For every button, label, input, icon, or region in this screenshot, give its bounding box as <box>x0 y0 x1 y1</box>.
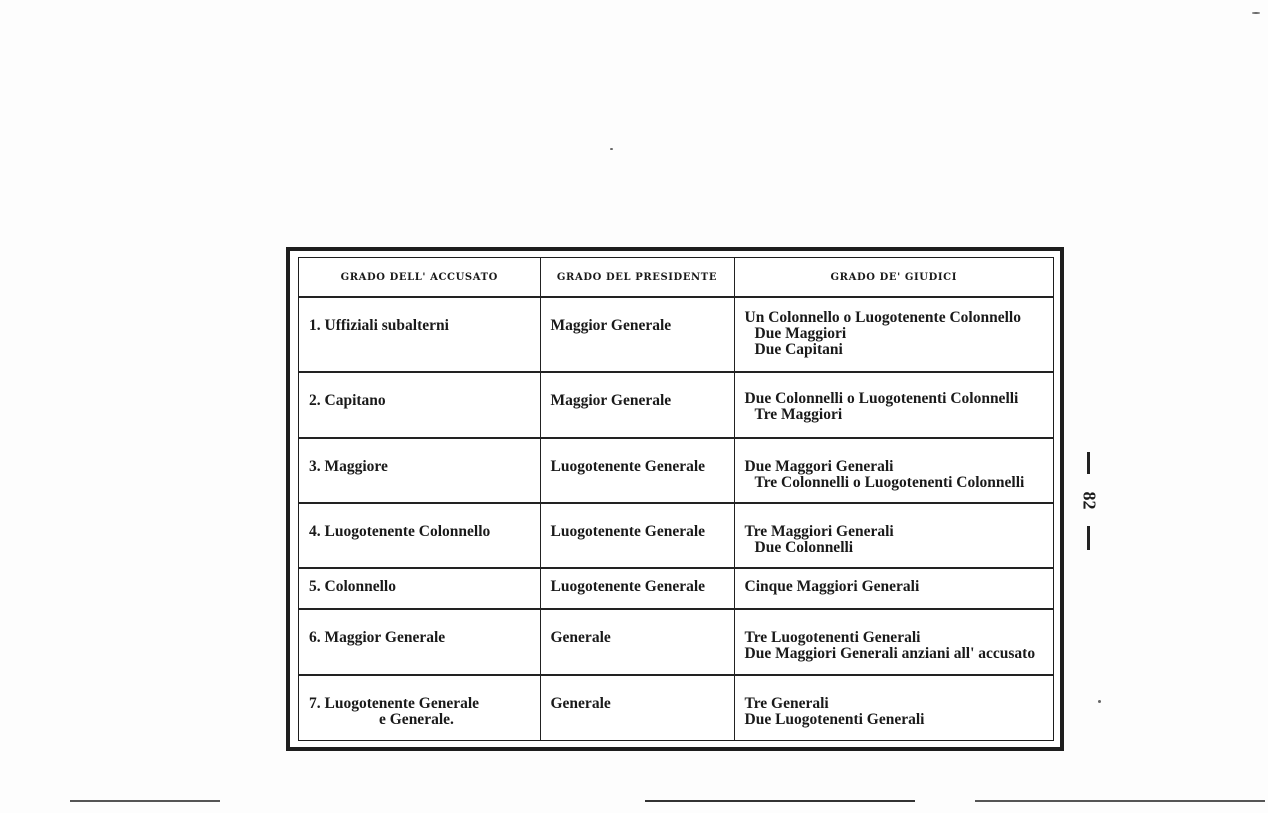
header-accusato: GRADO DELL' ACCUSATO <box>299 258 540 297</box>
header-presidente: GRADO DEL PRESIDENTE <box>540 258 734 297</box>
cell-presidente <box>540 609 734 675</box>
giudici-line: Due Capitani <box>754 341 843 358</box>
cell-presidente <box>540 675 734 740</box>
cell-giudici <box>734 372 1053 438</box>
presidente-text: Generale <box>550 695 611 712</box>
accusato-text: 6. Maggior Generale <box>309 629 446 646</box>
table-row <box>299 438 1053 503</box>
cell-giudici <box>734 503 1053 568</box>
presidente-text: Luogotenente Generale <box>550 458 706 475</box>
presidente-text: Maggior Generale <box>550 392 672 409</box>
giudici-line: Due Maggori Generali <box>744 458 894 475</box>
rank-table-frame <box>286 247 1064 751</box>
cell-giudici <box>734 609 1053 675</box>
giudici-line: Tre Maggiori <box>754 406 843 423</box>
table-row <box>299 568 1053 609</box>
presidente-text: Maggior Generale <box>550 317 672 334</box>
presidente-text: Luogotenente Generale <box>550 578 706 595</box>
table-header-row <box>299 258 1053 297</box>
cell-giudici <box>734 297 1053 372</box>
header-giudici: GRADO DE' GIUDICI <box>734 258 1053 297</box>
cell-presidente <box>540 372 734 438</box>
margin-bar-top <box>1087 452 1090 474</box>
cell-presidente <box>540 568 734 609</box>
table-row <box>299 297 1053 372</box>
giudici-line: Due Luogotenenti Generali <box>744 711 925 728</box>
accusato-text: 7. Luogotenente Generale <box>309 695 480 712</box>
presidente-text: Generale <box>550 629 611 646</box>
table-row <box>299 675 1053 740</box>
cell-giudici <box>734 438 1053 503</box>
cell-presidente <box>540 438 734 503</box>
accusato-text: 4. Luogotenente Colonnello <box>309 523 491 540</box>
giudici-line: Due Colonnelli <box>754 539 854 556</box>
giudici-line: Due Colonnelli o Luogotenenti Colonnelli <box>744 390 1019 407</box>
presidente-text: Luogotenente Generale <box>550 523 706 540</box>
scan-rule <box>645 800 915 802</box>
cell-accusato <box>299 438 540 503</box>
giudici-line: Un Colonnello o Luogotenente Colonnello <box>744 309 1021 326</box>
giudici-line: Cinque Maggiori Generali <box>744 578 920 595</box>
scan-speck <box>1252 12 1260 14</box>
cell-accusato <box>299 568 540 609</box>
cell-giudici <box>734 675 1053 740</box>
scan-rule <box>70 800 220 802</box>
giudici-line: Tre Maggiori Generali <box>744 523 894 540</box>
cell-presidente <box>540 503 734 568</box>
cell-accusato <box>299 372 540 438</box>
scan-rule <box>975 800 1265 802</box>
rank-table <box>299 258 1053 740</box>
accusato-text: 3. Maggiore <box>309 458 388 475</box>
margin-page-number <box>1080 452 1102 552</box>
cell-presidente <box>540 297 734 372</box>
cell-giudici <box>734 568 1053 609</box>
page-number: 82 <box>1079 491 1100 510</box>
scan-speck <box>1098 700 1101 703</box>
margin-bar-bottom <box>1087 526 1090 550</box>
cell-accusato <box>299 503 540 568</box>
cell-accusato <box>299 297 540 372</box>
giudici-line: Due Maggiori <box>754 325 847 342</box>
scan-speck <box>610 148 613 150</box>
cell-accusato <box>299 609 540 675</box>
giudici-line: Tre Generali <box>744 695 829 712</box>
table-row <box>299 609 1053 675</box>
cell-accusato <box>299 675 540 740</box>
giudici-line: Due Maggiori Generali anziani all' accusato <box>744 645 1036 662</box>
table-row <box>299 503 1053 568</box>
giudici-line: Tre Luogotenenti Generali <box>744 629 921 646</box>
accusato-text: e Generale. <box>379 711 454 728</box>
accusato-text: 1. Uffiziali subalterni <box>309 317 449 334</box>
accusato-text: 5. Colonnello <box>309 578 396 595</box>
giudici-line: Tre Colonnelli o Luogotenenti Colonnelli <box>754 474 1025 491</box>
rank-table-inner <box>298 257 1054 741</box>
accusato-text: 2. Capitano <box>309 392 386 409</box>
table-row <box>299 372 1053 438</box>
